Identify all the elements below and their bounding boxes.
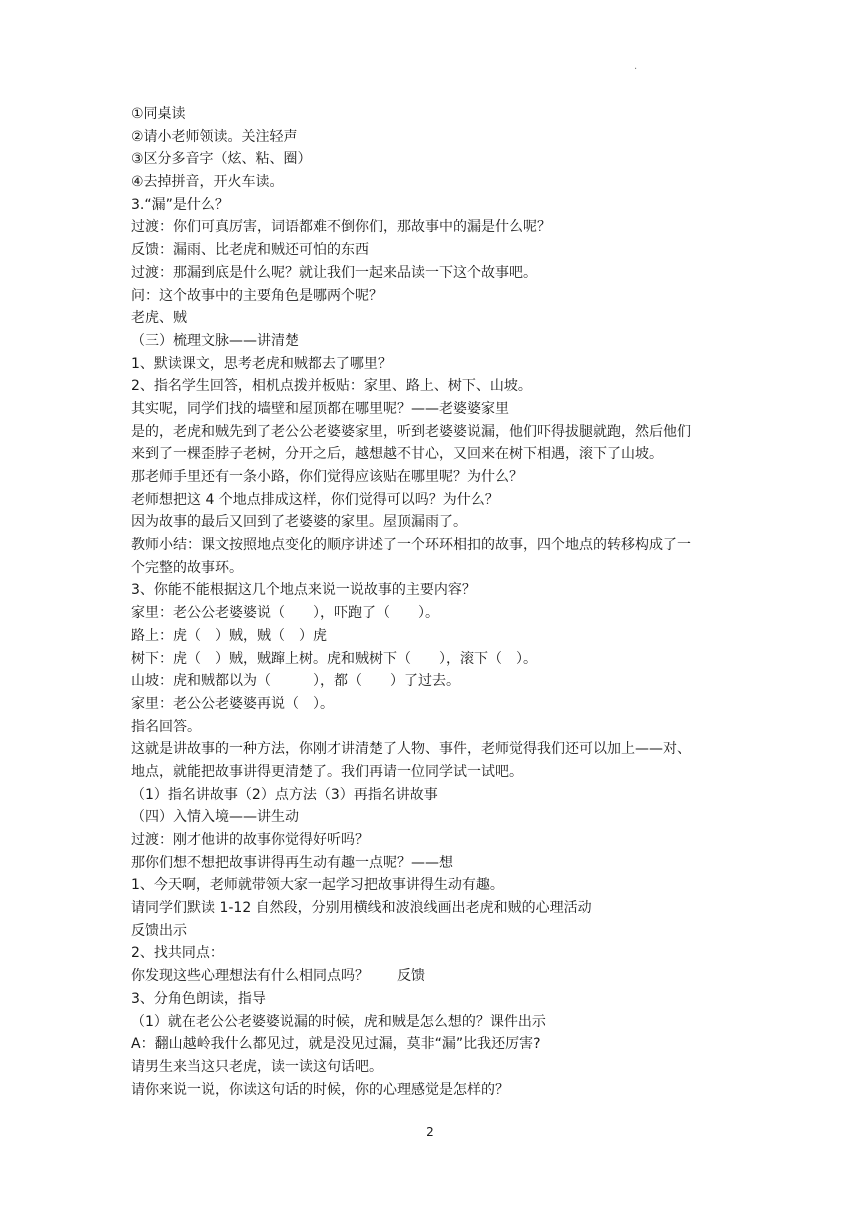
text-line: 请同学们默读 1-12 自然段，分别用横线和波浪线画出老虎和贼的心理活动 xyxy=(131,900,592,917)
text-line: 老师想把这 4 个地点排成这样，你们觉得可以吗？为什么？ xyxy=(131,491,499,508)
text-line: A：翻山越岭我什么都见过，就是没见过漏，莫非“漏”比我还厉害? xyxy=(131,1036,541,1053)
text-line: 山坡：虎和贼都以为（ ），都（ ）了过去。 xyxy=(131,673,460,690)
text-line: 1、今天啊，老师就带领大家一起学习把故事讲得生动有趣。 xyxy=(131,877,504,894)
text-line: 树下：虎（ ）贼，贼蹿上树。虎和贼树下（ ），滚下（ ）。 xyxy=(131,650,537,667)
page-number: 2 xyxy=(426,1125,434,1139)
text-line: 1、默读课文，思考老虎和贼都去了哪里？ xyxy=(131,355,392,372)
text-line: ①同桌读 xyxy=(131,106,186,122)
text-line: 这就是讲故事的一种方法，你刚才讲清楚了人物、事件，老师觉得我们还可以加上——对、 xyxy=(131,741,691,758)
text-line: 家里：老公公老婆婆说（ ），吓跑了（ ）。 xyxy=(131,605,439,622)
text-line: 请男生来当这只老虎，读一读这句话吧。 xyxy=(131,1058,383,1075)
text-line: （四）入情入境——讲生动 xyxy=(131,809,299,826)
text-line: ④去掉拼音，开火车读。 xyxy=(131,174,284,191)
text-line: 指名回答。 xyxy=(131,718,201,735)
text-line: 你发现这些心理想法有什么相同点吗？ 反馈 xyxy=(131,968,425,985)
text-line: 是的，老虎和贼先到了老公公老婆婆家里，听到老婆婆说漏，他们吓得拔腿就跑，然后他们 xyxy=(131,423,691,440)
text-line: 家里：老公公老婆婆再说（ ）。 xyxy=(131,695,334,712)
text-line: 老虎、贼 xyxy=(131,310,187,327)
text-line: （三）梳理文脉——讲清楚 xyxy=(131,332,299,349)
text-line: 过渡：刚才他讲的故事你觉得好听吗？ xyxy=(131,832,369,848)
text-line: 地点，就能把故事讲得更清楚了。我们再请一位同学试一试吧。 xyxy=(131,763,523,780)
text-line: 其实呢，同学们找的墙壁和屋顶都在哪里呢？——老婆婆家里 xyxy=(131,400,509,417)
text-line: 请你来说一说，你读这句话的时候，你的心理感觉是怎样的？ xyxy=(131,1081,509,1098)
text-line: ②请小老师领读。关注轻声 xyxy=(131,128,298,145)
text-line: 2、指名学生回答，相机点拨并板贴：家里、路上、树下、山坡。 xyxy=(131,378,532,395)
text-line: 过渡：那漏到底是什么呢？就让我们一起来品读一下这个故事吧。 xyxy=(131,264,537,281)
header-mark: . xyxy=(634,61,638,72)
text-line: 个完整的故事环。 xyxy=(131,559,243,576)
text-line: 2、找共同点： xyxy=(131,945,224,962)
text-line: 那你们想不想把故事讲得再生动有趣一点呢？——想 xyxy=(131,854,453,871)
text-line: 过渡：你们可真厉害，词语都难不倒你们，那故事中的漏是什么呢？ xyxy=(131,219,551,236)
text-line: 来到了一棵歪脖子老树，分开之后，越想越不甘心，又回来在树下相遇，滚下了山坡。 xyxy=(131,446,663,463)
text-line: 教师小结：课文按照地点变化的顺序讲述了一个环环相扣的故事，四个地点的转移构成了一 xyxy=(131,537,691,554)
text-line: ③区分多音字（炫、粘、圈） xyxy=(131,151,312,168)
text-line: 反馈出示 xyxy=(131,922,187,939)
text-line: 那老师手里还有一条小路，你们觉得应该贴在哪里呢？为什么？ xyxy=(131,469,523,485)
text-line: 因为故事的最后又回到了老婆婆的家里。屋顶漏雨了。 xyxy=(131,514,467,531)
text-line: 3、你能不能根据这几个地点来说一说故事的主要内容？ xyxy=(131,582,476,599)
text-line: 3.“漏”是什么？ xyxy=(131,196,229,213)
body-text xyxy=(131,103,751,1101)
text-line: 3、分角色朗读，指导 xyxy=(131,990,266,1007)
text-line: 反馈：漏雨、比老虎和贼还可怕的东西 xyxy=(131,242,369,259)
text-line: 路上：虎（ ）贼，贼（ ）虎 xyxy=(131,627,327,644)
text-line: （1）指名讲故事（2）点方法（3）再指名讲故事 xyxy=(131,786,438,803)
text-line: （1）就在老公公老婆婆说漏的时候，虎和贼是怎么想的？课件出示 xyxy=(131,1013,546,1030)
text-line: 问：这个故事中的主要角色是哪两个呢？ xyxy=(131,287,383,304)
